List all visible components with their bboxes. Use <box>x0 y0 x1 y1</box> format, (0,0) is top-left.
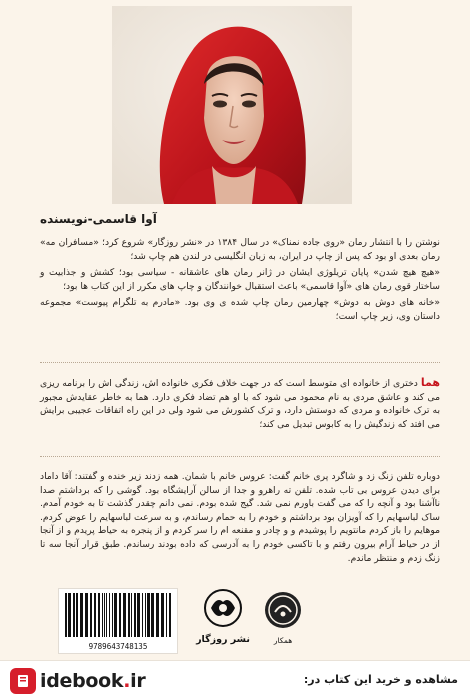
barcode-bar <box>98 593 100 637</box>
brand-tld: ir <box>130 670 146 692</box>
barcode-bar <box>73 593 75 637</box>
author-bio <box>40 236 440 327</box>
barcode-bar <box>131 593 132 637</box>
cover-bottom-row <box>0 588 470 654</box>
barcode-bar <box>65 593 67 637</box>
author-caption <box>40 212 350 226</box>
author-caption-text: آوا قاسمی-نویسنده <box>40 212 157 226</box>
author-portrait <box>112 6 352 204</box>
isbn-number: 9789643748135 <box>88 642 148 651</box>
site-logo[interactable] <box>10 667 145 695</box>
barcode-bar <box>112 593 113 637</box>
book-synopsis <box>40 376 440 431</box>
bio-paragraph: «خانه های دوش به دوش» چهارمین رمان چاپ شده ی وی بود. «مادرم به تلگرام پیوست» مجموعه داستان وی، زیر چاپ است؛ <box>40 297 440 322</box>
section-divider <box>40 456 440 457</box>
barcode-bar <box>166 593 167 637</box>
synopsis-text: دختری از خانواده ای متوسط است که در جهت خلاف فکری خانواده اش، زندگی اش را برنامه ریزی می کند و عاشق مردی به نام محمود می شود که با او هم تضاد فکری دارد. هما به خاطر عقایدش مجبور به ترک خانواده و مردی که دوستش دارد، و ترک کشورش می شود ولی در این راه اتفاقات عجیبی برایش می افتد که زندگیش را به کابوس تبدیل می کند؛ <box>40 378 440 430</box>
brand-dot: . <box>123 670 131 692</box>
barcode-bar <box>137 593 140 637</box>
barcode-bar <box>128 593 130 637</box>
author-portrait-image <box>112 6 352 204</box>
publisher-name: نشر روزگار <box>196 634 250 645</box>
barcode-bar <box>90 593 92 637</box>
book-excerpt <box>40 470 440 565</box>
partner-name: همکار <box>273 636 293 645</box>
barcode-bar <box>114 593 117 637</box>
barcode-bar <box>94 593 96 637</box>
barcode-bar <box>169 593 171 637</box>
barcode-bar <box>68 593 71 637</box>
barcode-bar <box>156 593 159 637</box>
section-divider <box>40 362 440 363</box>
barcode-bar <box>161 593 164 637</box>
bio-paragraph: نوشتن را با انتشار رمان «روی جاده نمناک» در سال ۱۳۸۴ در «نشر روزگار» شروع کرد؛ «مسافران مه» رمان بعدی او بود که پس از چاپ در ایران، به زبان انگلیسی در لندن هم چاپ شد؛ <box>40 237 440 262</box>
publisher-logo <box>194 588 252 648</box>
barcode-bar <box>142 593 143 637</box>
barcode-bar <box>102 593 103 637</box>
barcode-bars <box>59 589 177 639</box>
barcode-bar <box>134 593 136 637</box>
barcode-bar <box>109 593 110 637</box>
site-brand <box>40 670 145 692</box>
barcode-bar <box>151 593 154 637</box>
partner-logo <box>260 590 306 648</box>
barcode-bar <box>106 593 107 637</box>
bio-paragraph: «هیچ هیچ شدن» پایان تریلوژی ایشان در ژانر رمان های عاشقانه - سیاسی بود؛ کشش و جذابیت و ساختار قوی رمان های «آوا قاسمی» باعث استقبال خوانندگان و چاپ های مکرر از این کتاب ها بود؛ <box>40 267 440 292</box>
excerpt-text: دوباره تلفن زنگ زد و شاگرد پری خانم گفت: عروس خانم با شمان. همه زدند زیر خنده و گفتند: آقا داماد برای دیدن عروس بی تاب شده. تلفن ته راهرو و جدا از سالن آرایشگاه بود. گوشی را که برداشتم صدا ناآشنا بود و آنچه را که می گفت باورم نمی شد. گیج شده بودم. نمی دانم چقدر گذشت تا به خودم آمدم. ساک لباسهایم را که آویزان بود برداشتم و خودم را به حمام رساندم، و به سرعت لباسهایم را عوض کردم. موهایم را باز کردم مانتویم را پوشیدم و و چادر و مقنعه ام را سر کردم و از پنجره به حیاط پریدم و از آنجا از در حیاط آرام بیرون رفتم و با تاکسی خودم را به آدرسی که داده بودند رساندم. طبق قرار آنجا سه تا زنگ زدم و منتظر ماندم. <box>40 471 440 564</box>
heroine-name: هما <box>420 376 440 389</box>
barcode-bar <box>76 593 78 637</box>
barcode-bar <box>147 593 150 637</box>
site-footer-banner[interactable] <box>0 660 470 700</box>
publisher-emblem-icon <box>203 588 243 628</box>
purchase-cta[interactable]: مشاهده و خرید این کتاب در: <box>303 673 458 686</box>
isbn-barcode <box>58 588 178 654</box>
barcode-bar <box>145 593 146 637</box>
brand-name: idebook <box>40 670 124 692</box>
barcode-bar <box>80 593 83 637</box>
partner-seal-icon <box>263 590 303 630</box>
barcode-bar <box>104 593 105 637</box>
barcode-bar <box>123 593 126 637</box>
barcode-bar <box>119 593 121 637</box>
barcode-bar <box>85 593 88 637</box>
book-icon <box>10 668 36 694</box>
